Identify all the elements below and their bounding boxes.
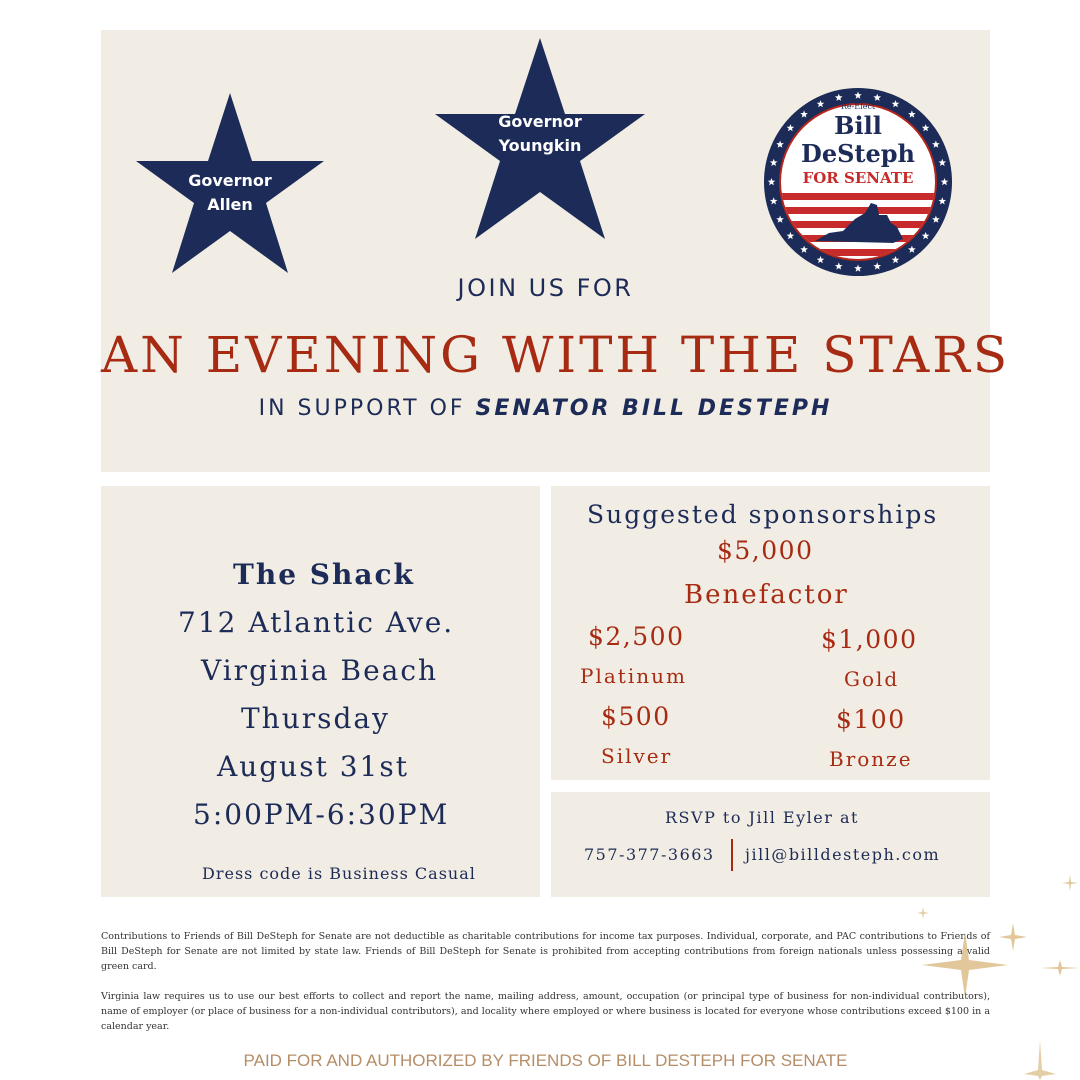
star-label-line1: Governor xyxy=(188,171,272,190)
event-title: AN EVENING WITH THE STARS xyxy=(101,326,1011,384)
tier-amount: $500 xyxy=(601,702,671,731)
dress-code: Dress code is Business Casual xyxy=(202,864,476,883)
join-us-heading: JOIN US FOR xyxy=(457,274,634,302)
rsvp-phone[interactable]: 757-377-3663 xyxy=(584,845,715,864)
sparkle-icon xyxy=(1040,958,1080,978)
disclaimer-tax: Contributions to Friends of Bill DeSteph for Senate are not deductible as charitable contributions for income tax purposes. Individual, corporate, and PAC contributions to Friends of Bill DeSteph for Senate are not limited by state law. Friends of Bill DeSteph for Senate is prohibited from accepting contributions from foreign nationals unless possessing a valid green card. xyxy=(101,931,990,972)
support-name: SENATOR BILL DESTEPH xyxy=(475,396,833,421)
event-day: Thursday xyxy=(241,702,390,735)
event-time: 5:00PM-6:30PM xyxy=(193,798,450,831)
star-governor-youngkin xyxy=(433,36,647,242)
tier-name: Benefactor xyxy=(684,580,849,610)
paid-for-notice: PAID FOR AND AUTHORIZED BY FRIENDS OF BILL DESTEPH FOR SENATE xyxy=(243,1051,848,1070)
sparkle-icon xyxy=(1020,1040,1060,1080)
seal-banner: FOR SENATE xyxy=(802,169,914,187)
rsvp-email[interactable]: jill@billdesteph.com xyxy=(745,845,941,864)
star-label-line1: Governor xyxy=(498,112,582,131)
star-label-line2: Allen xyxy=(207,195,253,214)
tier-name: Gold xyxy=(844,667,900,691)
seal-re-elect: Re-Elect xyxy=(840,102,876,111)
disclaimer-reporting: Virginia law requires us to use our best efforts to collect and report the name, mailing address, amount, occupation (or principal type of business for non-individual contributors), name of employer (or place of business for a non-individual contributors), and locality where employed or where business is located for everyone whose contributions exceed $100 in a calendar year. xyxy=(101,991,990,1032)
tier-name: Silver xyxy=(601,744,673,768)
star-governor-allen xyxy=(134,91,326,276)
venue-address: 712 Atlantic Ave. xyxy=(178,606,455,639)
sparkle-icon xyxy=(920,930,1010,1000)
event-date: August 31st xyxy=(217,750,409,783)
sparkle-icon xyxy=(917,907,929,919)
seal-graphic xyxy=(763,87,953,277)
tier-amount: $100 xyxy=(836,705,906,734)
sparkle-icon xyxy=(1062,875,1078,891)
sparkle-icon xyxy=(998,922,1028,952)
seal-name-line2: DeSteph xyxy=(801,139,915,168)
star-label-line2: Youngkin xyxy=(498,136,582,155)
venue-name: The Shack xyxy=(233,558,415,591)
tier-amount: $5,000 xyxy=(717,536,814,565)
tier-name: Bronze xyxy=(829,747,913,771)
seal-name-line1: Bill xyxy=(834,111,882,140)
tier-name: Platinum xyxy=(580,664,687,688)
campaign-seal xyxy=(763,87,953,277)
sponsorships-title: Suggested sponsorships xyxy=(587,500,939,529)
venue-panel xyxy=(101,486,540,897)
support-line xyxy=(101,396,990,421)
rsvp-line: RSVP to Jill Eyler at xyxy=(665,808,859,827)
rsvp-divider xyxy=(731,839,733,871)
tier-amount: $2,500 xyxy=(588,622,685,651)
tier-amount: $1,000 xyxy=(821,625,918,654)
support-prefix: IN SUPPORT OF xyxy=(258,396,476,421)
venue-city: Virginia Beach xyxy=(201,654,439,687)
